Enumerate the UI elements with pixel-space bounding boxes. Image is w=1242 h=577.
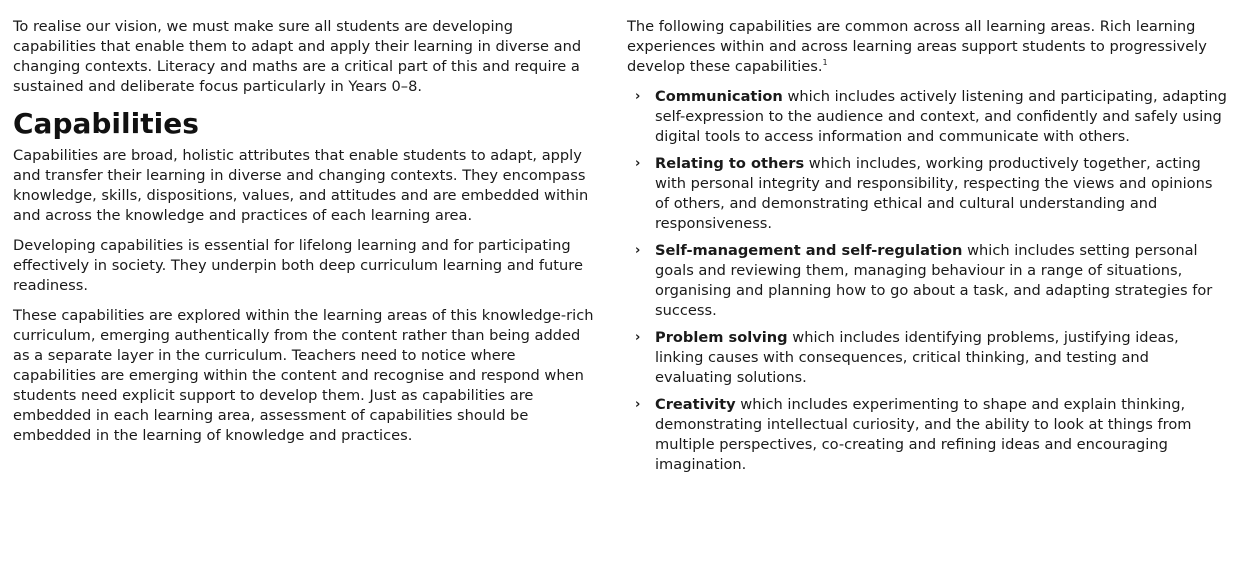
- capability-term: Self-management and self-regulation: [655, 242, 963, 259]
- body-paragraph: Developing capabilities is essential for lifelong learning and for participating effectively in society. They underpin both deep curriculum learning and future readiness.: [13, 237, 583, 294]
- capabilities-intro: [627, 17, 1227, 77]
- left-column: [13, 17, 598, 456]
- capability-term: Relating to others: [655, 155, 805, 172]
- list-item: [627, 87, 1227, 147]
- chevron-right-icon: ›: [635, 156, 641, 171]
- list-item: [627, 241, 1227, 321]
- body-paragraph: Capabilities are broad, holistic attributes that enable students to adapt, apply and transfer their learning in diverse and changing contexts. They encompass knowledge, skills, dispositions, values, and attitudes and are embedded within and across the knowledge and practices of each learning area.: [13, 147, 589, 224]
- capability-description: which includes, working productively together, acting with personal integrity and responsibility, respecting the views and opinions of others, and demonstrating ethical and cultural understanding and responsiveness.: [655, 155, 1213, 232]
- chevron-right-icon: ›: [635, 89, 641, 104]
- intro-paragraph: To realise our vision, we must make sure all students are developing capabilities that enable them to adapt and apply their learning in diverse and changing contexts. Literacy and maths are a critical part of this and require a sustained and deliberate focus particularly in Years 0–8.: [13, 18, 582, 95]
- capability-description: which includes setting personal goals and reviewing them, managing behaviour in a range of situations, organising and planning how to go about a task, and adapting strategies for success.: [655, 242, 1213, 319]
- right-column: [627, 17, 1227, 482]
- chevron-right-icon: ›: [635, 397, 641, 412]
- list-item: [627, 154, 1227, 234]
- capabilities-intro-text: The following capabilities are common across all learning areas. Rich learning experiences within and across learning areas support students to progressively develop these capabilities.: [627, 18, 1207, 75]
- list-item: [627, 328, 1227, 388]
- capability-term: Communication: [655, 88, 783, 105]
- body-paragraph: These capabilities are explored within the learning areas of this knowledge-rich curriculum, emerging authentically from the content rather than being added as a separate layer in the curriculum. Teachers need to notice where capabilities are emerging within the content and recognise and respond when students need explicit support to develop them. Just as capabilities are embedded in each learning area, assessment of capabilities should be embedded in the learning of knowledge and practices.: [13, 307, 594, 444]
- chevron-right-icon: ›: [635, 243, 641, 258]
- capability-term: Creativity: [655, 396, 736, 413]
- capabilities-list: [627, 87, 1227, 475]
- list-item: [627, 395, 1227, 475]
- capability-description: which includes actively listening and participating, adapting self-expression to the audience and context, and confidently and safely using digital tools to access information and communicate with others.: [655, 88, 1227, 145]
- capability-description: which includes identifying problems, justifying ideas, linking causes with consequences, critical thinking, and testing and evaluating solutions.: [655, 329, 1179, 386]
- footnote-marker: 1: [822, 58, 828, 68]
- chevron-right-icon: ›: [635, 330, 641, 345]
- capability-description: which includes experimenting to shape and explain thinking, demonstrating intellectual curiosity, and the ability to look at things from multiple perspectives, co-creating and refining ideas and encouraging imagination.: [655, 396, 1192, 473]
- capability-term: Problem solving: [655, 329, 788, 346]
- section-heading: Capabilities: [13, 107, 199, 140]
